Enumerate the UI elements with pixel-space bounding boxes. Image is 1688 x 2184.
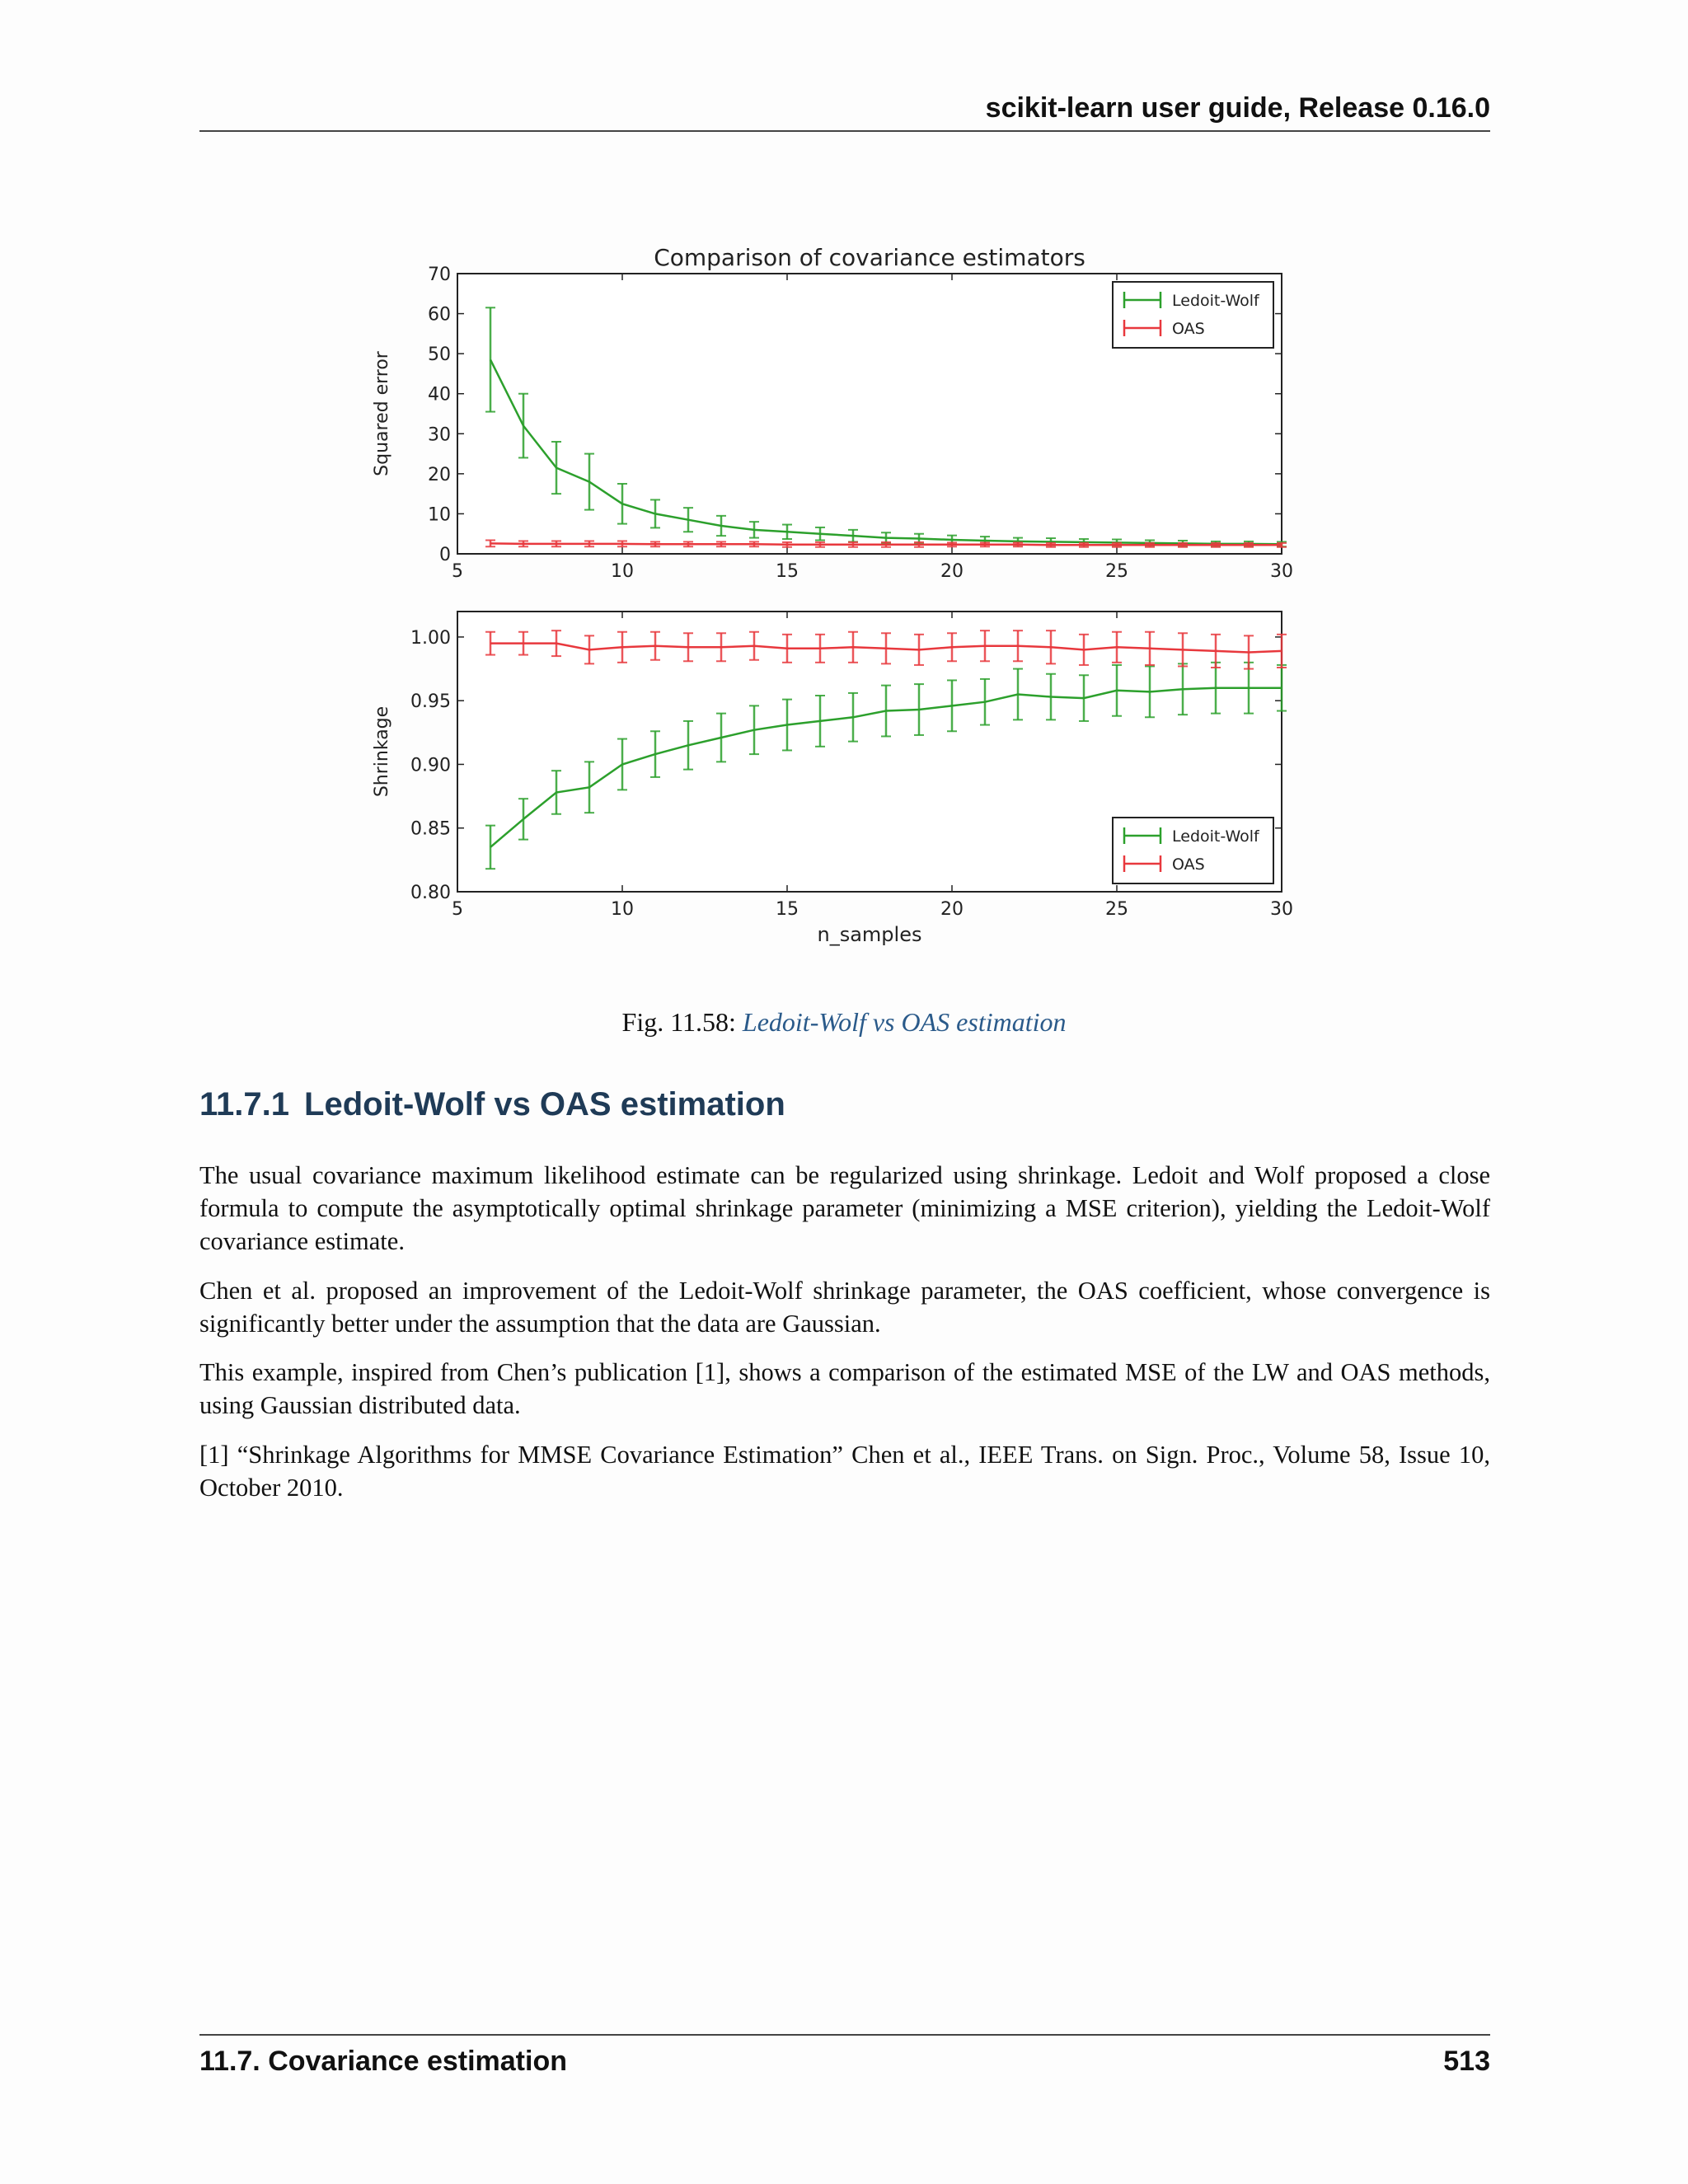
y-tick-label: 40 bbox=[428, 384, 451, 405]
chart-svg bbox=[354, 239, 1293, 964]
y-axis-label: Squared error bbox=[372, 351, 392, 476]
x-axis-label: n_samples bbox=[817, 923, 922, 946]
figure-caption bbox=[0, 1007, 1688, 1038]
x-tick-label: 15 bbox=[776, 561, 799, 582]
page-number: 513 bbox=[1443, 2046, 1490, 2077]
x-tick-label: 10 bbox=[611, 899, 634, 920]
legend-label: Ledoit-Wolf bbox=[1172, 827, 1259, 846]
y-tick-label: 50 bbox=[428, 344, 451, 366]
y-tick-label: 0.90 bbox=[410, 755, 451, 776]
section-number: 11.7.1 bbox=[199, 1086, 290, 1122]
caption-link[interactable]: Ledoit-Wolf vs OAS estimation bbox=[742, 1007, 1067, 1037]
y-tick-label: 60 bbox=[428, 304, 451, 326]
y-tick-label: 10 bbox=[428, 504, 451, 526]
x-tick-label: 30 bbox=[1270, 899, 1293, 920]
y-tick-label: 0.95 bbox=[410, 691, 451, 713]
legend bbox=[1113, 282, 1273, 348]
paragraph: This example, inspired from Chen’s publication [1], shows a comparison of the estimated MSE of the LW and OAS methods, using Gaussian distributed data. bbox=[199, 1358, 1490, 1419]
y-axis-label: Shrinkage bbox=[372, 705, 392, 798]
x-tick-label: 5 bbox=[452, 561, 463, 582]
footer-rule bbox=[199, 2034, 1490, 2036]
x-tick-label: 30 bbox=[1270, 561, 1293, 582]
chart-panel-2 bbox=[372, 612, 1293, 946]
chart-panel-1 bbox=[372, 244, 1293, 582]
x-tick-label: 20 bbox=[940, 561, 964, 582]
x-tick-label: 5 bbox=[452, 899, 463, 920]
legend-label: OAS bbox=[1172, 320, 1205, 338]
y-tick-label: 30 bbox=[428, 424, 451, 446]
y-tick-label: 0.80 bbox=[410, 883, 451, 903]
y-tick-label: 0 bbox=[439, 545, 451, 565]
section-title-text: Ledoit-Wolf vs OAS estimation bbox=[304, 1086, 785, 1122]
x-tick-label: 25 bbox=[1105, 899, 1128, 920]
figure-covariance-estimators bbox=[354, 239, 1293, 964]
y-tick-label: 0.85 bbox=[410, 818, 451, 840]
y-tick-label: 1.00 bbox=[410, 627, 451, 649]
x-tick-label: 25 bbox=[1105, 561, 1128, 582]
y-tick-label: 20 bbox=[428, 464, 451, 485]
x-tick-label: 10 bbox=[611, 561, 634, 582]
legend-label: Ledoit-Wolf bbox=[1172, 292, 1259, 310]
x-tick-label: 15 bbox=[776, 899, 799, 920]
paragraph: The usual covariance maximum likelihood estimate can be regularized using shrinkage. Ledoit and Wolf proposed a close formula to compute the asymptotically optimal shrinkage parameter (minimizing a MSE criterion), yielding the Ledoit-Wolf covariance estimate. bbox=[199, 1161, 1490, 1255]
legend-label: OAS bbox=[1172, 855, 1205, 874]
chart-title: Comparison of covariance estimators bbox=[654, 244, 1085, 271]
legend bbox=[1113, 818, 1273, 883]
caption-prefix: Fig. 11.58: bbox=[621, 1007, 736, 1037]
header-rule bbox=[199, 130, 1490, 132]
section-heading bbox=[199, 1086, 1490, 1123]
paragraph: Chen et al. proposed an improvement of the Ledoit-Wolf shrinkage parameter, the OAS coefficient, whose convergence is significantly better under the assumption that the data are Gaussian. bbox=[199, 1277, 1490, 1338]
reference-paragraph: [1] “Shrinkage Algorithms for MMSE Covariance Estimation” Chen et al., IEEE Trans. on Sign. Proc., Volume 58, Issue 10, October 2010. bbox=[199, 1441, 1490, 1502]
running-header: scikit-learn user guide, Release 0.16.0 bbox=[985, 92, 1490, 124]
footer-section: 11.7. Covariance estimation bbox=[199, 2046, 567, 2077]
x-tick-label: 20 bbox=[940, 899, 964, 920]
y-tick-label: 70 bbox=[428, 265, 451, 285]
